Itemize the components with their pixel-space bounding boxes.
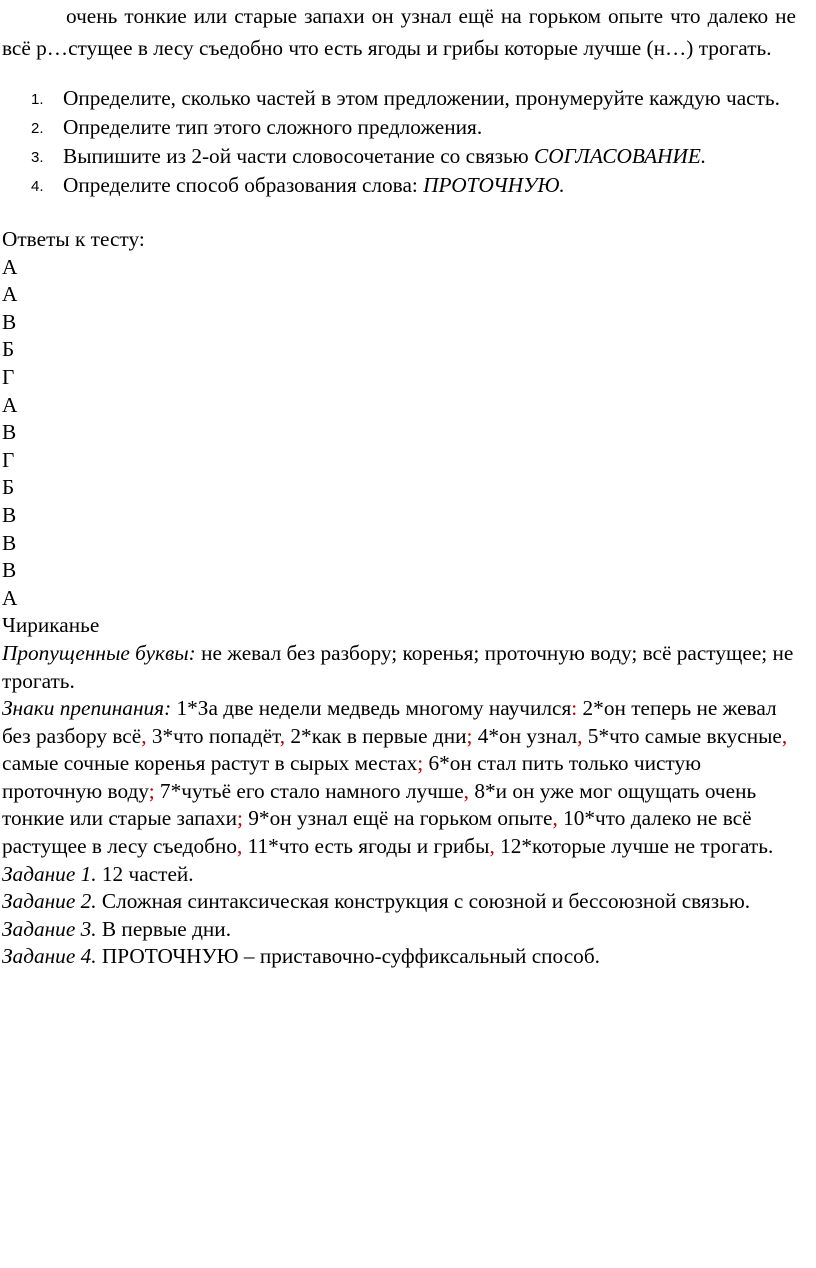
punctuation-mark: , — [489, 834, 495, 859]
punctuation-mark: ; — [417, 751, 424, 776]
task-text: Определите тип этого сложного предложения. — [63, 115, 483, 139]
punctuation-mark: , — [577, 723, 583, 748]
task-answer-text: ПРОТОЧНУЮ – приставочно-суффиксальный способ. — [96, 944, 600, 969]
answer-item: В — [2, 420, 17, 445]
answers-list — [2, 254, 796, 640]
answer-item: Г — [2, 447, 15, 472]
task-answer-4 — [2, 943, 796, 971]
task-answer-3 — [2, 916, 796, 944]
answer-item: А — [2, 392, 18, 417]
punctuation-mark: , — [237, 834, 243, 859]
answer-item: Г — [2, 364, 15, 389]
document-page — [2, 0, 796, 971]
punctuation-text — [2, 696, 787, 858]
punctuation-segment: 7*чутьё его стало намного лучше — [154, 778, 464, 803]
punctuation-segment: 3*что попадёт — [146, 723, 280, 748]
punctuation-segment: 4*он узнал — [472, 723, 578, 748]
task-answer-text: 12 частей. — [96, 861, 194, 886]
task-answer-1 — [2, 861, 796, 889]
task-text: Определите, сколько частей в этом предложении, пронумеруйте каждую часть. — [63, 86, 780, 110]
missing-letters-text: не жевал без разбору; коренья; проточную воду; всё растущее; не трогать. — [2, 640, 794, 693]
task-item-2 — [31, 114, 796, 141]
task-answer-label: Задание 1. — [2, 861, 97, 886]
punctuation-mark: : — [571, 696, 578, 721]
answer-item: Б — [2, 337, 15, 362]
task-answer-text: В первые дни. — [96, 916, 232, 941]
punctuation-mark: , — [781, 723, 788, 748]
answer-item: А — [2, 282, 18, 307]
punctuation-segment: 2*как в первые дни — [285, 723, 467, 748]
missing-letters-paragraph — [2, 640, 796, 695]
task-text: Выпишите из 2-ой части словосочетание со связью — [63, 144, 535, 168]
answers-title: Ответы к тесту: — [2, 227, 145, 251]
answer-item: В — [2, 309, 17, 334]
task-text: Определите способ образования слова: — [63, 173, 424, 197]
task-answer-label: Задание 4. — [2, 944, 97, 969]
punctuation-mark: , — [141, 723, 147, 748]
missing-letters-label: Пропущенные буквы: — [2, 640, 196, 665]
task-answer-label: Задание 2. — [2, 889, 97, 914]
punctuation-label: Знаки препинания: — [2, 696, 172, 721]
answer-item: В — [2, 502, 17, 527]
punctuation-segment: 6*он стал пить только чистую проточную воду — [2, 751, 702, 803]
punctuation-segment: 2*он теперь не жевал без разбору всё — [2, 696, 777, 748]
task-item-1 — [31, 85, 796, 112]
punctuation-mark: , — [279, 723, 286, 748]
answer-item: А — [2, 254, 18, 279]
punctuation-segment: 1*За две недели медведь многому научился — [171, 696, 572, 721]
punctuation-segment: 8*и он уже мог ощущать очень тонкие или старые запахи — [2, 778, 757, 831]
answer-item: Б — [2, 475, 15, 500]
answer-item: В — [2, 558, 17, 583]
answer-item: А — [2, 585, 18, 610]
task-item-3 — [31, 143, 796, 170]
punctuation-segment: 9*он узнал ещё на горьком опыте — [242, 806, 553, 831]
task-number: 3. — [31, 149, 44, 166]
punctuation-segment: самые сочные коренья растут в сырых местах — [2, 751, 418, 776]
task-list — [2, 85, 796, 199]
task-answer-2 — [2, 888, 796, 916]
punctuation-segment: 5*что самые вкусные — [582, 723, 782, 748]
punctuation-mark: ; — [148, 778, 155, 803]
task-number: 4. — [31, 178, 44, 195]
task-number: 2. — [31, 120, 44, 137]
task-italic-term: ПРОТОЧНУЮ. — [423, 173, 565, 197]
answer-item: Чириканье — [2, 613, 100, 638]
punctuation-paragraph — [2, 695, 796, 861]
punctuation-mark: , — [463, 778, 469, 803]
punctuation-mark: ; — [237, 806, 243, 831]
answer-item: В — [2, 530, 17, 555]
task-italic-term: СОГЛАСОВАНИЕ. — [534, 144, 707, 168]
punctuation-segment: 10*что далеко не всё растущее в лесу съедобно — [2, 806, 752, 859]
task-answer-text: Сложная синтаксическая конструкция с союзной и бессоюзной связью. — [96, 889, 751, 914]
punctuation-segment: 11*что есть ягоды и грибы — [242, 834, 490, 859]
task-answer-label: Задание 3. — [2, 916, 97, 941]
intro-paragraph: очень тонкие или старые запахи он узнал ещё на горьком опыте что далеко не всё р…стущее в лесу съедобно что есть ягоды и грибы которые лучше (н…) трогать. — [2, 4, 796, 60]
task-item-4 — [31, 172, 796, 199]
punctuation-mark: ; — [466, 723, 473, 748]
punctuation-mark: , — [552, 806, 558, 831]
punctuation-segment: 12*которые лучше не трогать. — [494, 834, 774, 859]
task-number: 1. — [31, 91, 44, 108]
